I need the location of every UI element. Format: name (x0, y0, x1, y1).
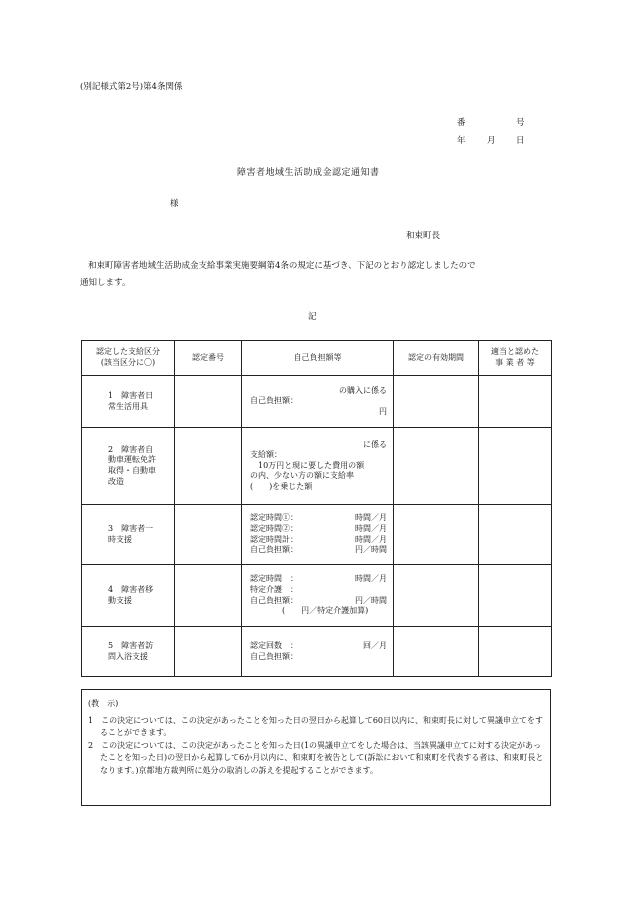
table-row (82, 428, 552, 505)
validity-cell-4 (394, 565, 479, 627)
header-provider: 適当と認めた 事 業 者 等 (479, 341, 552, 376)
body-line-2: 通知します。 (80, 278, 131, 288)
validity-cell-5 (394, 627, 479, 677)
table-row (82, 565, 552, 627)
number-suffix: 号 (516, 118, 525, 128)
notice-item-1: 1 この決定については、この決定があったことを知った日の翌日から起算して60日以内に、和束町長に対して異議申立てをすることができます。 (88, 715, 544, 737)
recipient-suffix: 様 (170, 199, 179, 209)
category-cell-1: 1 障害者日 常生活用具 (82, 376, 175, 428)
document-title: 障害者地域生活助成金認定通知書 (237, 168, 380, 178)
cert-number-cell-2 (175, 428, 242, 505)
ki-heading: 記 (308, 312, 317, 322)
category-cell-4: 4 障害者移 動支援 (82, 565, 175, 627)
detail-cell-5: 認定回数 ： 回／月 自己負担額： (242, 627, 394, 677)
provider-cell-2 (479, 428, 552, 505)
issuer: 和束町長 (406, 231, 441, 241)
header-self-pay: 自己負担額等 (242, 341, 394, 376)
provider-cell-3 (479, 505, 552, 565)
detail-cell-1: の購入に係る 自己負担額： 円 (242, 376, 394, 428)
notice-item-2: 2 この決定については、この決定があったことを知った日(1の異議申立てをした場合は、当該異議申立てに対する決定があったことを知った日)の翌日から起算して6か月以内に、和束町を被告として(訴訟において和束町を代表する者は、和束町長となります。)京都地方裁判所に処分の取消しの訴えを提起することができます。 (88, 740, 544, 775)
body-line-1: 和束町障害者地域生活助成金支給事業実施要綱第4条の規定に基づき、下記のとおり認定しましたので (88, 261, 476, 271)
table-header-row (82, 341, 552, 376)
cert-number-cell-5 (175, 627, 242, 677)
table-row (82, 505, 552, 565)
date-year-label: 年 (457, 136, 466, 146)
validity-cell-3 (394, 505, 479, 565)
notice-box (81, 689, 551, 806)
cert-number-cell-1 (175, 376, 242, 428)
number-label: 番 (457, 118, 466, 128)
detail-cell-3: 認定時間①： 時間／月 認定時間②： 時間／月 認定時間計： 時間／月 自己負担額： 円／時間 (242, 505, 394, 565)
detail-cell-4: 認定時間 ： 時間／月 特定介護 ： 自己負担額： 円／時間 ( 円／特定介護加算) (242, 565, 394, 627)
notice-heading: (教 示) (88, 699, 119, 708)
provider-cell-4 (479, 565, 552, 627)
form-reference: (別記様式第2号)第4条関係 (80, 82, 183, 92)
table-row (82, 376, 552, 428)
table-row (82, 627, 552, 677)
cert-number-cell-3 (175, 505, 242, 565)
date-month-label: 月 (487, 136, 496, 146)
header-category: 認定した支給区分 (該当区分に〇) (82, 341, 175, 376)
detail-cell-2: に係る 支給額： 10万円と現に要した費用の額 の内、少ない方の額に支給率 ( )を乗じた額 (242, 428, 394, 505)
header-cert-number: 認定番号 (175, 341, 242, 376)
provider-cell-5 (479, 627, 552, 677)
header-validity: 認定の有効期間 (394, 341, 479, 376)
category-cell-5: 5 障害者訪 問入浴支援 (82, 627, 175, 677)
date-day-label: 日 (516, 136, 525, 146)
validity-cell-1 (394, 376, 479, 428)
provider-cell-1 (479, 376, 552, 428)
category-cell-3: 3 障害者一 時支援 (82, 505, 175, 565)
certification-table (81, 340, 552, 677)
cert-number-cell-4 (175, 565, 242, 627)
validity-cell-2 (394, 428, 479, 505)
category-cell-2: 2 障害者自 動車運転免許 取得・自動車 改造 (82, 428, 175, 505)
